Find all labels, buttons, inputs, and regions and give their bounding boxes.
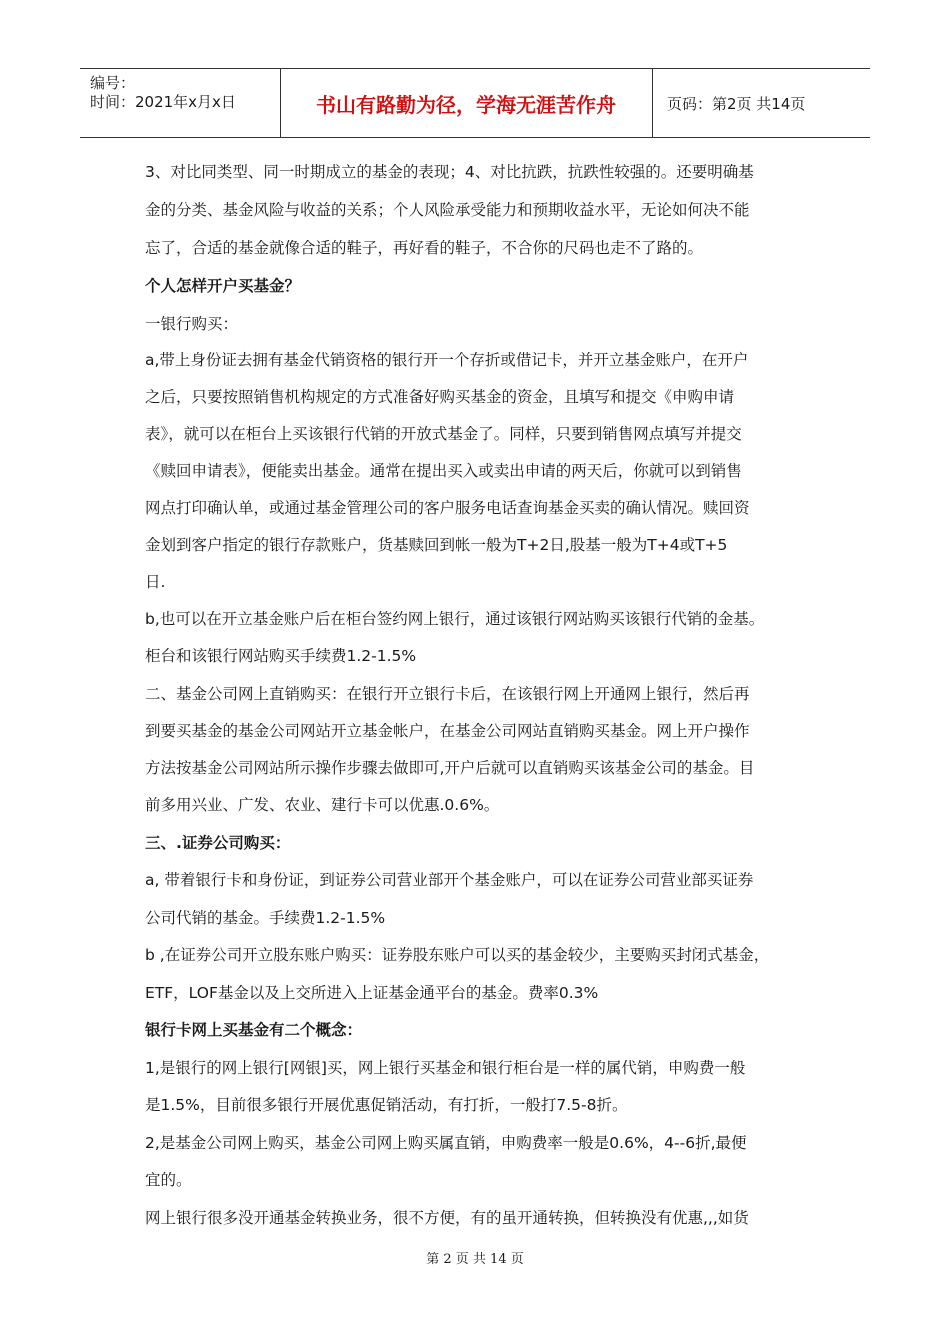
paragraph-line: 二、基金公司网上直销购买：在银行开立银行卡后，在该银行网上开通网上银行，然后再 [145,685,750,703]
motto-text: 书山有路勤为径，学海无涯苦作舟 [316,93,616,117]
paragraph-line: 方法按基金公司网站所示操作步骤去做即可,开户后就可以直销购买该基金公司的基金。目 [145,759,755,777]
section-heading: 个人怎样开户买基金？ [145,277,301,295]
date-label: 时间：2021年x月x日 [90,93,236,111]
header-page-cell [653,69,870,137]
paragraph-line: 忘了，合适的基金就像合适的鞋子，再好看的鞋子，不合你的尺码也走不了路的。 [145,239,704,257]
paragraph-line: 表》，就可以在柜台上买该银行代销的开放式基金了。同样，只要到销售网点填写并提交 [145,425,742,443]
paragraph-line: a, 带着银行卡和身份证，到证券公司营业部开个基金账户，可以在证券公司营业部买证券 [145,871,754,889]
paragraph-line: 是1.5%，目前很多银行开展优惠促销活动，有打折，一般打7.5-8折。 [145,1096,628,1114]
paragraph-line: 公司代销的基金。手续费1.2-1.5% [145,909,386,927]
paragraph-line: b,也可以在开立基金账户后在柜台签约网上银行，通过该银行网站购买该银行代销的金基。 [145,610,765,628]
page-footer: 第 2 页 共 14 页 [426,1252,524,1267]
page-info: 页码：第2页 共14页 [667,95,806,113]
paragraph-line: 之后，只要按照销售机构规定的方式准备好购买基金的资金，且填写和提交《申购申请 [145,388,735,406]
paragraph-line: 《赎回申请表》，便能卖出基金。通常在提出买入或卖出申请的两天后，你就可以到销售 [145,462,742,480]
paragraph-line: 柜台和该银行网站购买手续费1.2-1.5% [145,647,417,665]
paragraph-line: 金划到客户指定的银行存款账户，货基赎回到帐一般为T+2日,股基一般为T+4或T+5 [145,536,728,554]
section-heading: 三、.证券公司购买： [145,834,291,852]
paragraph-line: b ,在证券公司开立股东账户购买：证券股东账户可以买的基金较少，主要购买封闭式基金， [145,946,770,964]
paragraph-line: ETF，LOF基金以及上交所进入上证基金通平台的基金。费率0.3% [145,984,599,1002]
section-heading: 银行卡网上买基金有二个概念： [145,1021,363,1039]
paragraph-line: 前多用兴业、广发、农业、建行卡可以优惠.0.6%。 [145,796,500,814]
page-header [80,68,870,138]
paragraph-line: 宜的。 [145,1171,192,1189]
paragraph-line: a,带上身份证去拥有基金代销资格的银行开一个存折或借记卡，并开立基金账户，在开户 [145,351,749,369]
paragraph-line: 网点打印确认单，或通过基金管理公司的客户服务电话查询基金买卖的确认情况。赎回资 [145,499,750,517]
paragraph-line: 到要买基金的基金公司网站开立基金帐户，在基金公司网站直销购买基金。网上开户操作 [145,722,750,740]
number-label: 编号： [90,74,136,92]
header-motto-cell [280,69,653,137]
paragraph-line: 日. [145,573,166,591]
paragraph-line: 3、对比同类型、同一时期成立的基金的表现；4、对比抗跌，抗跌性较强的。还要明确基 [145,163,754,181]
paragraph-line: 金的分类、基金风险与收益的关系；个人风险承受能力和预期收益水平，无论如何决不能 [145,201,750,219]
header-info-cell [80,69,281,137]
paragraph-line: 1,是银行的网上银行[网银]买，网上银行买基金和银行柜台是一样的属代销，申购费一般 [145,1059,746,1077]
paragraph-line: 一银行购买： [145,315,239,333]
paragraph-line: 网上银行很多没开通基金转换业务，很不方便，有的虽开通转换，但转换没有优惠,,,如货 [145,1209,749,1227]
paragraph-line: 2,是基金公司网上购买，基金公司网上购买属直销，申购费率一般是0.6%，4--6折,最便 [145,1134,747,1152]
